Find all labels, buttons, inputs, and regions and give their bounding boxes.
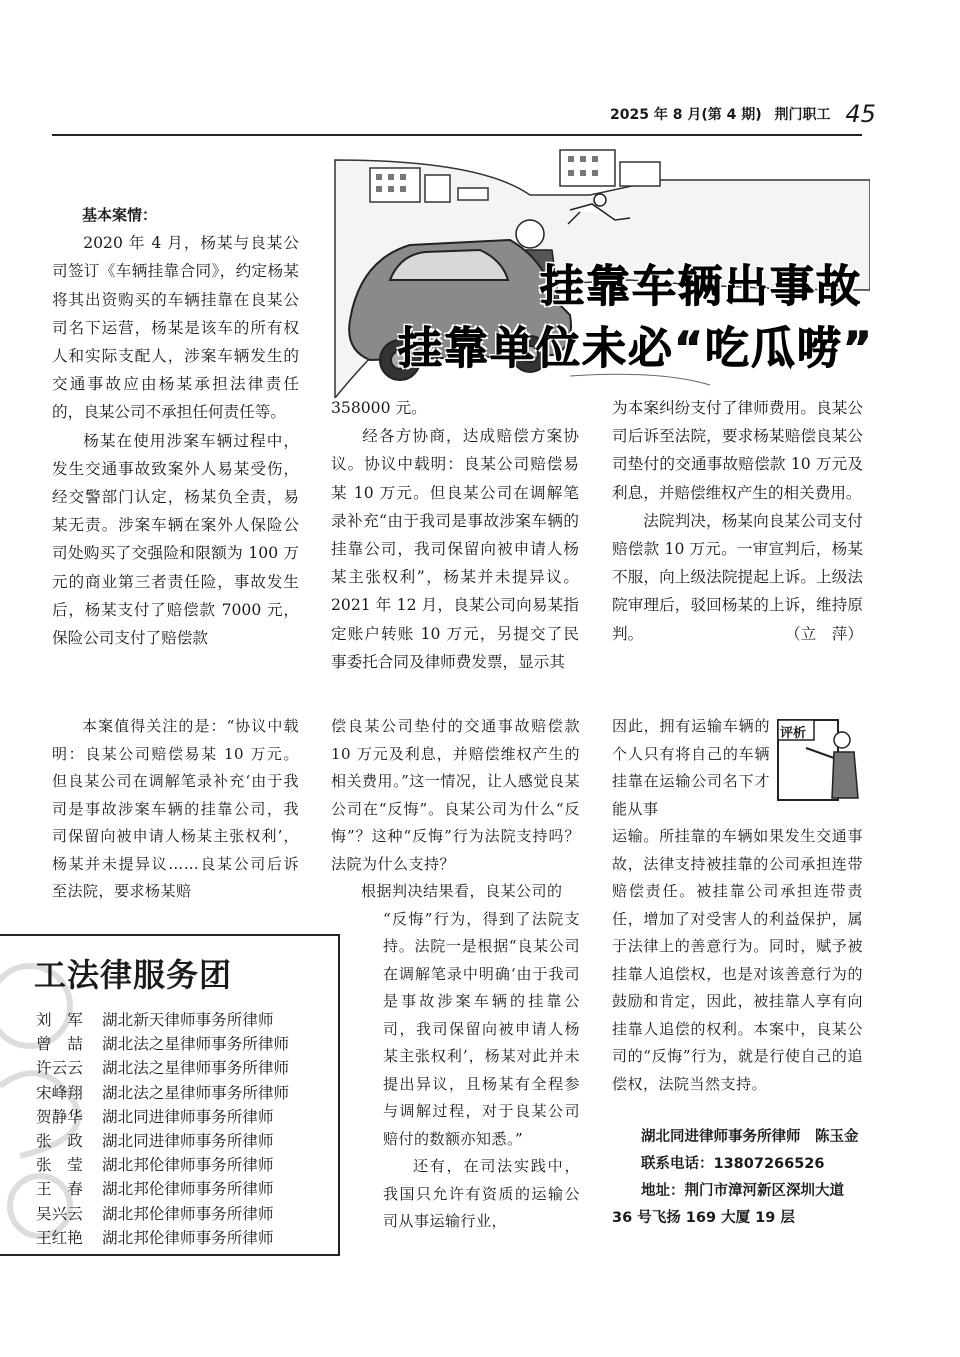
case-paragraph: 法院判决，杨某向良某公司支付赔偿款 10 万元。一审宣判后，杨某不服，向上级法院提起上诉。上级法院审理后，驳回杨某的上诉，维持原判。 （立 萍） — [612, 507, 863, 648]
case-column-1 — [52, 201, 299, 652]
analysis-column-2 — [331, 713, 580, 1236]
analysis-paragraph: 本案值得关注的是：“协议中载明：良某公司赔偿易某 10 万元。但良某公司在调解笔录补充‘由于我司是事故涉案车辆的挂靠公司，我司保留向被申请人杨某主张权利’，杨某并未提异议……良某公司后诉至法院，要求杨某赔 — [52, 717, 299, 900]
service-team-roster — [36, 1008, 289, 1250]
analysis-column-3-top — [612, 713, 770, 823]
lawyer-name: 湖北同进律师事务所律师 陈玉金 — [641, 1129, 859, 1145]
analysis-indented-block — [383, 906, 580, 1236]
analysis-paragraph: 根据判决结果看，良某公司的 — [361, 882, 563, 900]
contact-address: 地址：荆门市漳河新区深圳大道 36 号飞扬 169 大厦 19 层 — [612, 1183, 844, 1226]
header-rule — [52, 134, 862, 136]
page-header — [610, 100, 876, 128]
roster-row: 贺静华 湖北同进律师事务所律师 — [36, 1107, 274, 1126]
roster-row: 吴兴云 湖北邦伦律师事务所律师 — [36, 1204, 274, 1223]
analysis-paragraph: “反悔”行为，得到了法院支持。法院一是根据“良某公司在调解笔录中明确‘由于我司是事故涉案车辆的挂靠公司，我司保留向被申请人杨某主张权利’，杨某对此并未提出异议，且杨某有全程参与调解过程，对于良某公司赔付的数额亦知悉。” — [383, 909, 580, 1148]
analysis-paragraph: 还有，在司法实践中，我国只允许有资质的运输公司从事运输行业， — [383, 1157, 580, 1230]
case-section-title: 基本案情： — [82, 206, 158, 224]
analysis-column-3 — [612, 823, 863, 1098]
case-paragraph: 杨某在使用涉案车辆过程中，发生交通事故致案外人易某受伤，经交警部门认定，杨某负全责，易某无责。涉案车辆在案外人保险公司处购买了交强险和限额为 100 万元的商业第三者责任险，事故发生后，杨某支付了赔偿款 7000 元，保险公司支付了赔偿款 — [52, 431, 299, 648]
analysis-badge-label: 评析 — [780, 726, 807, 741]
roster-row: 曾 喆 湖北法之星律师事务所律师 — [36, 1035, 290, 1054]
case-column-2 — [331, 394, 579, 676]
roster-row: 张 莹 湖北邦伦律师事务所律师 — [36, 1156, 274, 1175]
case-paragraph: 358000 元。 — [331, 399, 427, 417]
case-paragraph: 经各方协商，达成赔偿方案协议。协议中载明：良某公司赔偿易某 10 万元。但良某公司在调解笔录补充“由于我司是事故涉案车辆的挂靠公司，我司保留向被申请人杨某主张权利”，杨某并未提异议。2021 年 12 月，良某公司向易某指定账户转账 10 万元，另提交了民事委托合同及律师费发票，显示其 — [331, 427, 579, 671]
roster-row: 刘 军 湖北新天律师事务所律师 — [36, 1011, 274, 1029]
case-paragraph: 为本案纠纷支付了律师费用。良某公司后诉至法院，要求杨某赔偿良某公司垫付的交通事故赔偿款 10 万元及利息，并赔偿维权产生的相关费用。 — [612, 399, 863, 502]
analysis-paragraph: 因此，拥有运输车辆的个人只有将自己的车辆挂靠在运输公司名下才能从事 — [612, 717, 770, 818]
analysis-paragraph: 运输。所挂靠的车辆如果发生交通事故，法律支持被挂靠的公司承担连带赔偿责任。被挂靠公司承担连带责任，增加了对受害人的利益保护，属于法律上的善意行为。同时，赋予被挂靠人追偿权，也是对该善意行为的鼓励和肯定，因此，被挂靠人享有向挂靠人追偿的权利。本案中，良某公司的“反悔”行为，就是行使自己的追偿权，法院当然支持。 — [612, 827, 863, 1093]
service-team-title: 工法律服务团 — [34, 956, 233, 994]
contact-block — [612, 1124, 863, 1232]
roster-row: 宋峰翔 湖北法之星律师事务所律师 — [36, 1083, 290, 1102]
page-number: 45 — [845, 100, 876, 128]
author-byline: （立 萍） — [785, 624, 863, 643]
analysis-column-1 — [52, 713, 299, 906]
contact-phone: 联系电话：13807266526 — [641, 1156, 825, 1172]
case-column-3 — [612, 394, 863, 648]
magazine-name: 荆门职工 — [774, 107, 831, 123]
legal-service-team-box — [0, 934, 340, 1256]
issue-date: 2025 年 8 月(第 4 期) — [610, 107, 762, 123]
case-paragraph: 2020 年 4 月，杨某与良某公司签订《车辆挂靠合同》，约定杨某将其出资购买的车辆挂靠在良某公司名下运营，杨某是该车的所有权人和实际支配人，涉案车辆发生的交通事故应由杨某承担法律责任的，良某公司不承担任何责任等。 — [52, 234, 299, 422]
roster-row: 张 政 湖北同进律师事务所律师 — [36, 1132, 274, 1151]
headline-line-1: 挂靠车辆出事故 — [540, 261, 862, 312]
analysis-paragraph: 偿良某公司垫付的交通事故赔偿款 10 万元及利息，并赔偿维权产生的相关费用。”这一情况，让人感觉良某公司在“反悔”。良某公司为什么“反悔”？这种“反悔”行为法院支持吗？法院为什么支持？ — [331, 717, 580, 873]
headline-line-2: 挂靠单位未必“吃瓜唠” — [398, 323, 874, 374]
roster-row: 许云云 湖北法之星律师事务所律师 — [36, 1059, 290, 1078]
roster-row: 王 春 湖北邦伦律师事务所律师 — [36, 1180, 274, 1199]
roster-row: 王红艳 湖北邦伦律师事务所律师 — [36, 1228, 274, 1247]
